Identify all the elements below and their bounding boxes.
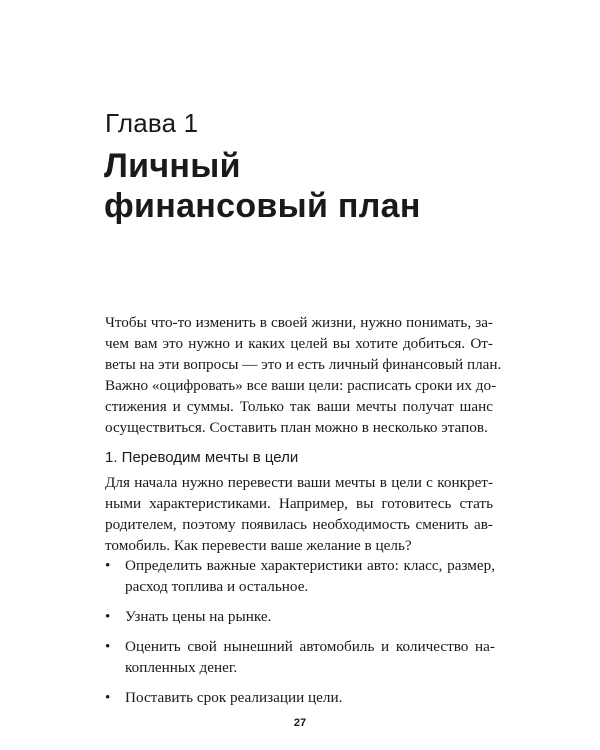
text-line: родителем, поэтому появилась необходимость сменить ав- <box>105 516 493 533</box>
text-line: веты на эти вопросы — это и есть личный финансовый план. <box>105 356 502 373</box>
list-item <box>105 606 495 627</box>
text-line: Чтобы что-то изменить в своей жизни, нужно понимать, за- <box>105 314 493 331</box>
list-item-text <box>125 636 495 678</box>
text-line: Поставить срок реализации цели. <box>125 689 343 706</box>
text-line: осуществиться. Составить план можно в несколько этапов. <box>105 419 488 436</box>
list-item-text <box>125 555 495 597</box>
chapter-title-line: финансовый план <box>104 187 421 225</box>
chapter-title-line: Личный <box>104 147 241 185</box>
list-item <box>105 555 495 597</box>
page-number: 27 <box>293 717 307 729</box>
bullet-list <box>105 555 495 717</box>
section-paragraph <box>105 472 493 556</box>
chapter-label: Глава 1 <box>105 108 199 138</box>
text-line: Узнать цены на рынке. <box>125 608 272 625</box>
text-line: расход топлива и остальное. <box>125 578 309 595</box>
text-line: чем вам это нужно и каких целей вы хотите добиться. От- <box>105 335 493 352</box>
bullet-icon: • <box>105 689 111 706</box>
text-line: Для начала нужно перевести ваши мечты в цели с конкрет- <box>105 474 493 491</box>
text-line: копленных денег. <box>125 659 238 676</box>
list-item <box>105 687 495 708</box>
intro-paragraph <box>105 312 502 438</box>
text-line: ными характеристиками. Например, вы готовитесь стать <box>105 495 493 512</box>
chapter-title <box>104 146 524 226</box>
bullet-icon: • <box>105 638 111 655</box>
bullet-icon: • <box>105 557 111 574</box>
list-item <box>105 636 495 678</box>
text-line: Важно «оцифровать» все ваши цели: расписать сроки их до- <box>105 377 497 394</box>
list-item-text <box>125 687 495 708</box>
text-line: Оценить свой нынешний автомобиль и количество на- <box>125 638 495 655</box>
text-line: Определить важные характеристики авто: класс, размер, <box>125 557 495 574</box>
section-heading: 1. Переводим мечты в цели <box>105 449 299 466</box>
list-item-text <box>125 606 495 627</box>
bullet-icon: • <box>105 608 111 625</box>
text-line: томобиль. Как перевести ваше желание в цель? <box>105 537 412 554</box>
text-line: стижения и суммы. Только так ваши мечты получат шанс <box>105 398 493 415</box>
